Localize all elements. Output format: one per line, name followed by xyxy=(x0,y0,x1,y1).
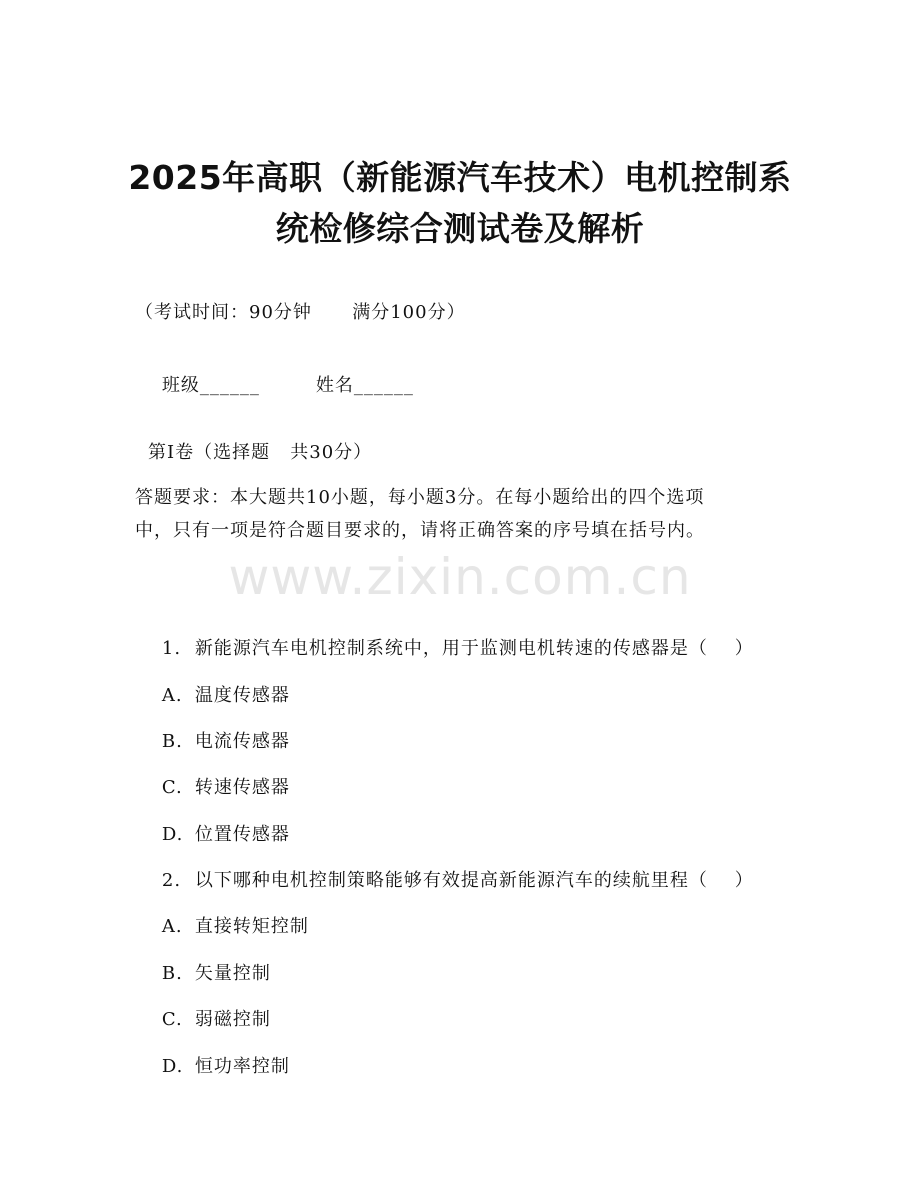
option-text: 位置传感器 xyxy=(194,824,290,845)
question-2-option-d xyxy=(135,1028,290,1106)
question-text: 以下哪种电机控制策略能够有效提高新能源汽车的续航里程（ ） xyxy=(194,870,754,891)
class-field-label: 班级______ xyxy=(161,375,260,396)
name-field-label: 姓名______ xyxy=(315,375,414,396)
option-letter: C. xyxy=(161,1009,183,1030)
option-letter: B. xyxy=(161,731,183,752)
document-title-line-1: 2025年高职（新能源汽车技术）电机控制系 xyxy=(128,158,792,197)
question-text: 新能源汽车电机控制系统中，用于监测电机转速的传感器是（ ） xyxy=(194,638,754,659)
student-info-line xyxy=(135,347,414,425)
option-text: 直接转矩控制 xyxy=(194,916,309,937)
option-text: 温度传感器 xyxy=(194,685,290,706)
section-title: 第I卷（选择题 共30分） xyxy=(148,442,373,463)
option-letter: A. xyxy=(161,916,183,937)
option-text: 恒功率控制 xyxy=(194,1056,290,1077)
watermark: www.zixin.com.cn xyxy=(228,548,692,606)
requirements-line-1: 答题要求：本大题共10小题，每小题3分。在每小题给出的四个选项 xyxy=(135,487,705,508)
exam-info: （考试时间：90分钟 满分100分） xyxy=(135,302,466,323)
option-text: 转速传感器 xyxy=(194,777,290,798)
option-letter: B. xyxy=(161,963,183,984)
option-text: 弱磁控制 xyxy=(194,1009,271,1030)
document-title-line-2: 统检修综合测试卷及解析 xyxy=(275,209,645,248)
option-letter: A. xyxy=(161,685,183,706)
requirements-line-2: 中，只有一项是符合题目要求的，请将正确答案的序号填在括号内。 xyxy=(135,520,705,541)
option-letter: D. xyxy=(161,1056,184,1077)
option-text: 矢量控制 xyxy=(194,963,271,984)
question-number: 2. xyxy=(161,870,182,891)
option-letter: C. xyxy=(161,777,183,798)
option-letter: D. xyxy=(161,824,184,845)
option-text: 电流传感器 xyxy=(194,731,290,752)
question-number: 1. xyxy=(161,638,182,659)
